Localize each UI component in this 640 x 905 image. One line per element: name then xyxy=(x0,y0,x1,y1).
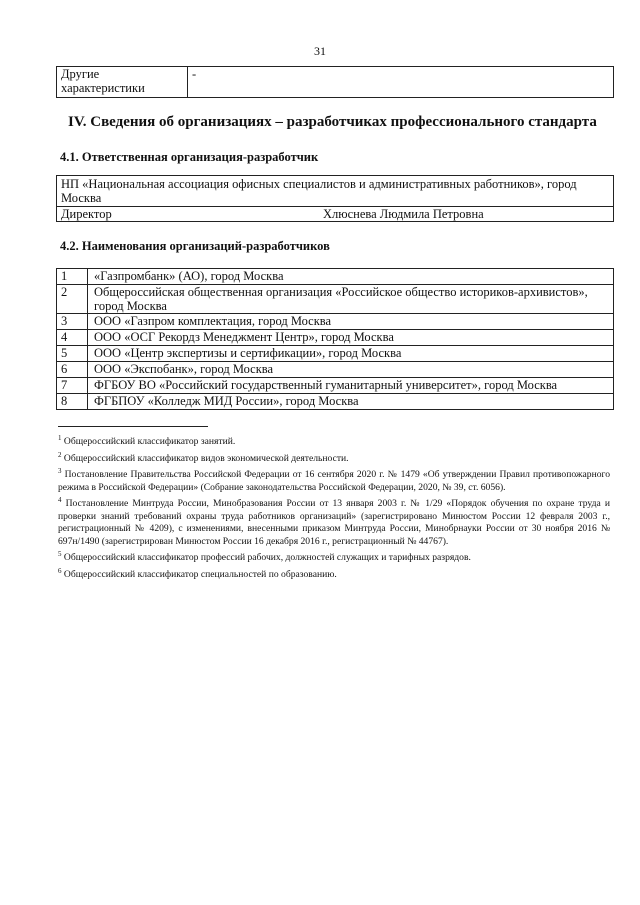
row-number: 3 xyxy=(57,314,88,330)
footnote-mark: 3 xyxy=(58,467,62,476)
table-row xyxy=(57,362,614,378)
head-position: Директор xyxy=(61,207,112,221)
section-title: IV. Сведения об организациях – разработчиках профессионального стандарта xyxy=(68,114,597,130)
table-row xyxy=(57,346,614,362)
row-number: 4 xyxy=(57,330,88,346)
responsible-org-table xyxy=(56,175,614,222)
footnote xyxy=(58,565,610,582)
table-row xyxy=(57,207,614,222)
other-characteristics-table xyxy=(56,66,614,98)
org-name: ООО «Газпром комплектация, город Москва xyxy=(88,314,614,330)
footnote-text: Общероссийский классификатор профессий рабочих, должностей служащих и тарифных разрядов. xyxy=(63,552,471,564)
footnotes xyxy=(58,432,610,581)
footnote-mark: 6 xyxy=(58,566,62,575)
head-person: Хлюснева Людмила Петровна xyxy=(323,207,484,221)
responsible-org-name: НП «Национальная ассоциация офисных специалистов и административных работников», город Москва xyxy=(57,176,614,207)
footnote-divider xyxy=(58,426,208,427)
table-row xyxy=(57,176,614,207)
row-number: 2 xyxy=(57,285,88,314)
org-name: Общероссийская общественная организация «Российское общество историков-архивистов», город Москва xyxy=(88,285,614,314)
row-number: 8 xyxy=(57,394,88,410)
table-row xyxy=(57,269,614,285)
row-number: 1 xyxy=(57,269,88,285)
table-row xyxy=(57,67,614,98)
footnote xyxy=(58,494,610,548)
footnote-text: Общероссийский классификатор занятий. xyxy=(63,436,236,448)
org-name: ООО «Центр экспертизы и сертификации», город Москва xyxy=(88,346,614,362)
footnote-text: Постановление Правительства Российской Федерации от 16 сентября 2020 г. № 1479 «Об утверждении Правил противопожарного режима в Российской Федерации» (Собрание законодательства Российской Федерации, 2020, № 39, ст. 6056). xyxy=(58,469,610,493)
table-row xyxy=(57,378,614,394)
developers-table xyxy=(56,268,614,410)
other-characteristics-value: - xyxy=(188,67,614,98)
footnote xyxy=(58,465,610,494)
org-name: ООО «Экспобанк», город Москва xyxy=(88,362,614,378)
row-number: 7 xyxy=(57,378,88,394)
table-row xyxy=(57,330,614,346)
footnote-mark: 4 xyxy=(58,496,62,505)
other-characteristics-label: Другие характеристики xyxy=(57,67,188,98)
table-row xyxy=(57,394,614,410)
footnote xyxy=(58,432,610,449)
table-row xyxy=(57,314,614,330)
footnote-text: Общероссийский классификатор видов экономической деятельности. xyxy=(63,452,349,464)
footnote-mark: 5 xyxy=(58,550,62,558)
page-number: 31 xyxy=(314,44,326,58)
org-name: «Газпромбанк» (АО), город Москва xyxy=(88,269,614,285)
footnote-mark: 1 xyxy=(58,434,62,442)
footnote-mark: 2 xyxy=(58,450,62,459)
responsible-org-head xyxy=(57,207,614,222)
org-name: ООО «ОСГ Рекордз Менеджмент Центр», город Москва xyxy=(88,330,614,346)
developers-title: 4.2. Наименования организаций-разработчиков xyxy=(60,239,330,253)
row-number: 6 xyxy=(57,362,88,378)
responsible-org-title: 4.1. Ответственная организация-разработчик xyxy=(60,150,319,164)
footnote-text: Постановление Минтруда России, Минобразования России от 13 января 2003 г. № 1/29 «Порядок обучения по охране труда и проверки знаний требований охраны труда работников организаций» (зарегистрировано Минюстом России 12 февраля 2003 г., регистрационный № 4209), с изменениями, внесенными приказом Минтруда России, Минобрнауки России от 30 ноября 2016 № 697н/1490 (зарегистрирован Минюстом России 16 декабря 2016 г., регистрационный № 44767). xyxy=(58,498,610,547)
org-name: ФГБПОУ «Колледж МИД России», город Москва xyxy=(88,394,614,410)
row-number: 5 xyxy=(57,346,88,362)
footnote-text: Общероссийский классификатор специальностей по образованию. xyxy=(63,568,337,580)
footnote xyxy=(58,449,610,466)
footnote xyxy=(58,548,610,565)
table-row xyxy=(57,285,614,314)
org-name: ФГБОУ ВО «Российский государственный гуманитарный университет», город Москва xyxy=(88,378,614,394)
